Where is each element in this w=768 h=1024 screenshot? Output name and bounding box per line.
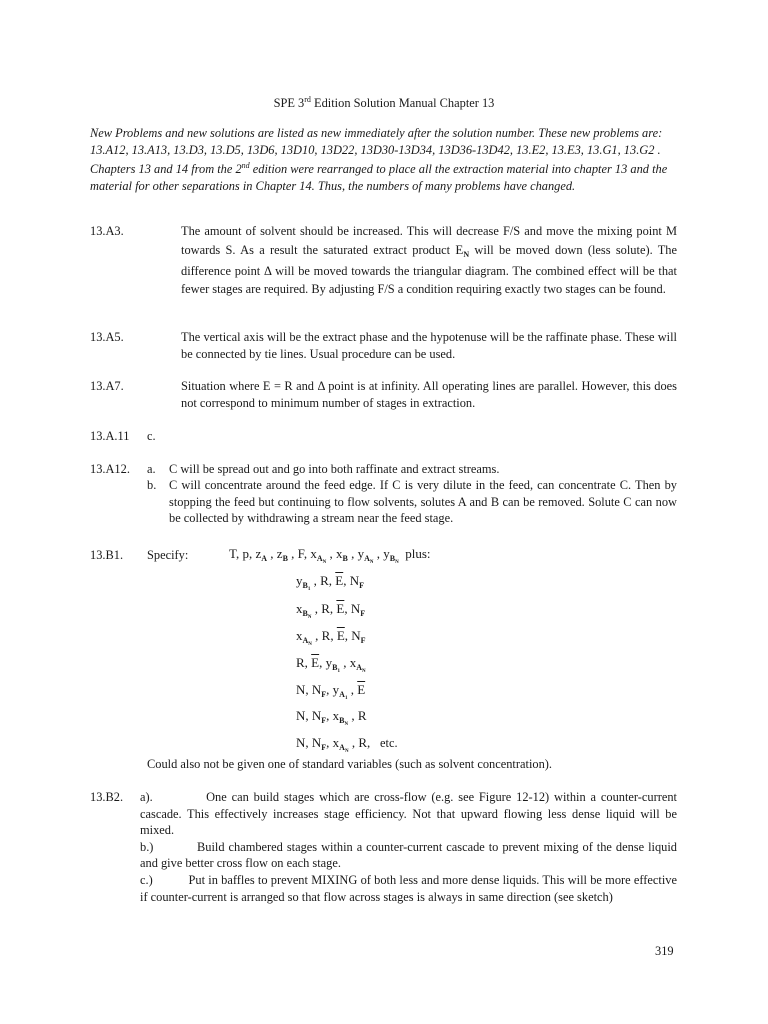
problem-number-a5: 13.A5. xyxy=(90,330,124,344)
b1-note: Could also not be given one of standard variables (such as solvent concentration). xyxy=(147,757,552,771)
page-title: SPE 3rd Edition Solution Manual Chapter 13 xyxy=(273,95,495,111)
problem-number-a11: 13.A.11 xyxy=(90,429,130,443)
label-a12-a: a. xyxy=(147,462,156,476)
problem-number-b2: 13.B2. xyxy=(90,790,124,804)
label-b2-c: c.) xyxy=(140,872,153,887)
spec-option: N, $N_F$, $x_{B_N}$ , R xyxy=(296,708,367,727)
problem-number-b1: 13.B1. xyxy=(90,548,124,562)
answer-a11: c. xyxy=(147,429,156,443)
answer-a7: Situation where E = R and Δ point is at infinity. All operating lines are parallel. However, this does not correspond to minimum number of stages in extraction. xyxy=(181,379,677,410)
answer-b2 xyxy=(140,789,677,905)
intro-note: New Problems and new solutions are listed as new immediately after the solution number. These new problems are: 13.A12, 13.A13, 13.D3, 13.D5, 13D6, 13D10, 13D22, 13D30-13D34, 13D36-13D42, 13.E2, 13.E3, 13.G1, 13.G2 . Chapters 13 and 14 from the 2nd edition were rearranged to place all the extraction material into chapter 13 and the material for other separations in Chapter 14. Thus, the numbers of many problems have changed. xyxy=(90,126,668,193)
spec-option: $y_{B_1}$ , R, $\overline{E}$, $N_F$ xyxy=(296,573,364,592)
answer-b2-c: Put in baffles to prevent MIXING of both less and more dense liquids. This will be more effective if counter-current is arranged so that flow across stages is always in same direction (see sketch) xyxy=(140,872,677,904)
label-b2-b: b.) xyxy=(140,839,154,854)
specification-line-1: T, p, $z_A$ , $z_B$ , F, $x_{A_N}$ , $x_B$ , $y_{A_N}$ , $y_{B_N}$ plus: xyxy=(229,546,431,565)
label-b2-a: a). xyxy=(140,790,153,804)
answer-b2-b: Build chambered stages within a counter-current cascade to prevent mixing of the dense liquid and give better cross flow on each stage. xyxy=(140,839,677,871)
label-a12-b: b. xyxy=(147,478,157,492)
problem-number-a7: 13.A7. xyxy=(90,379,124,393)
answer-a5: The vertical axis will be the extract phase and the hypotenuse will be the raffinate phase. These will be connected by tie lines. Usual procedure can be used. xyxy=(181,330,677,361)
answer-a12-a: C will be spread out and go into both raffinate and extract streams. xyxy=(169,462,500,476)
answer-a12-b: C will concentrate around the feed edge. If C is very dilute in the feed, can concentrate C. Then by stopping the feed but continuing to flow solvents, solutes A and B can be removed. Solute C can now be collected by withdrawing a stream near the feed stage. xyxy=(169,478,677,526)
answer-a3: The amount of solvent should be increased. This will decrease F/S and move the mixing point M towards S. As a result the saturated extract product $E_N$ will be moved down (less solute). The difference point Δ will be moved towards the triangular diagram. The combined effect will be that fewer stages are required. By adjusting F/S a condition requiring exactly two stages can be found. xyxy=(181,224,678,296)
problem-number-a3: 13.A3. xyxy=(90,224,124,238)
spec-option: N, $N_F$, $x_{A_N}$ , R, etc. xyxy=(296,735,398,754)
answer-b2-a: One can build stages which are cross-flow (e.g. see Figure 12-12) within a counter-current cascade. This effectively increases stage efficiency. Not that upward flowing less dense liquid will be mixed. xyxy=(140,790,677,838)
spec-option: $x_{A_N}$ , R, $\overline{E}$, $N_F$ xyxy=(296,628,366,647)
problem-number-a12: 13.A12. xyxy=(90,462,130,476)
page-number: 319 xyxy=(655,944,674,958)
spec-option: N, $N_F$, $y_{A_1}$ , $\overline{E}$ xyxy=(296,682,366,701)
spec-option: R, $\overline{E}$, $y_{B_1}$ , $x_{A_N}$ xyxy=(296,655,366,674)
specify-label: Specify: xyxy=(147,548,189,562)
spec-option: $x_{B_N}$ , R, $\overline{E}$, $N_F$ xyxy=(296,601,366,620)
